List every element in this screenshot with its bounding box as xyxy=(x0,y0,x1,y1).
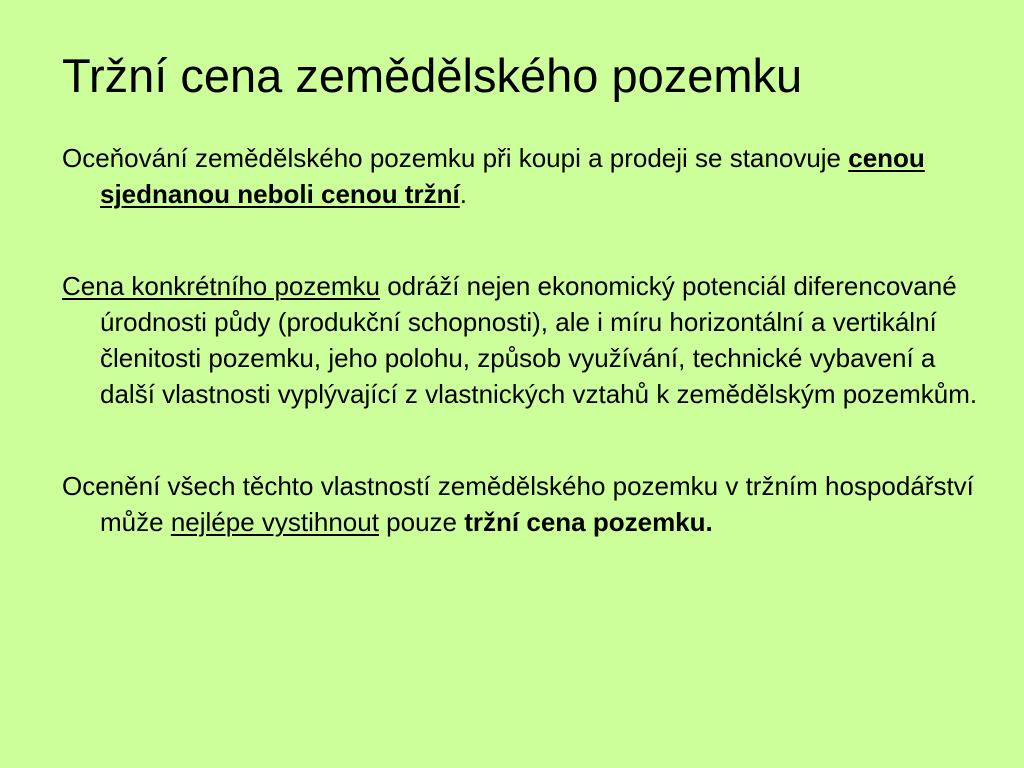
slide-title: Tržní cena zemědělského pozemku xyxy=(62,49,803,102)
best-capture-phrase: nejlépe vystihnout xyxy=(170,507,379,537)
paragraph-specific-price-text: odráží nejen ekonomický potenciál diferencované úrodnosti půdy (produkční schopnosti), ale i míru horizontální a vertikální členitosti pozemku, jeho polohu, způsob využívání, technické vybavení a další vlastnosti vyplývající z vlastnických vztahů k zemědělským pozemkům. xyxy=(100,271,978,409)
paragraph-market-economy-text: Ocenění všech těchto vlastností zemědělského pozemku v tržním hospodářství může xyxy=(62,471,974,537)
specific-price-term: Cena konkrétního pozemku xyxy=(62,271,380,301)
slide-body xyxy=(62,140,992,540)
paragraph-valuation-text: Oceňování zemědělského pozemku při koupi a prodeji se stanovuje xyxy=(62,143,849,173)
paragraph-valuation xyxy=(62,140,992,212)
paragraph-market-economy-middle: pouze xyxy=(378,507,465,537)
market-price-conclusion: tržní cena pozemku. xyxy=(464,507,713,537)
market-price-emphasis: cenou sjednanou neboli cenou tržní xyxy=(100,143,925,209)
paragraph-market-economy xyxy=(62,468,992,540)
paragraph-specific-price xyxy=(62,268,992,412)
paragraph-valuation-end: . xyxy=(459,179,467,209)
